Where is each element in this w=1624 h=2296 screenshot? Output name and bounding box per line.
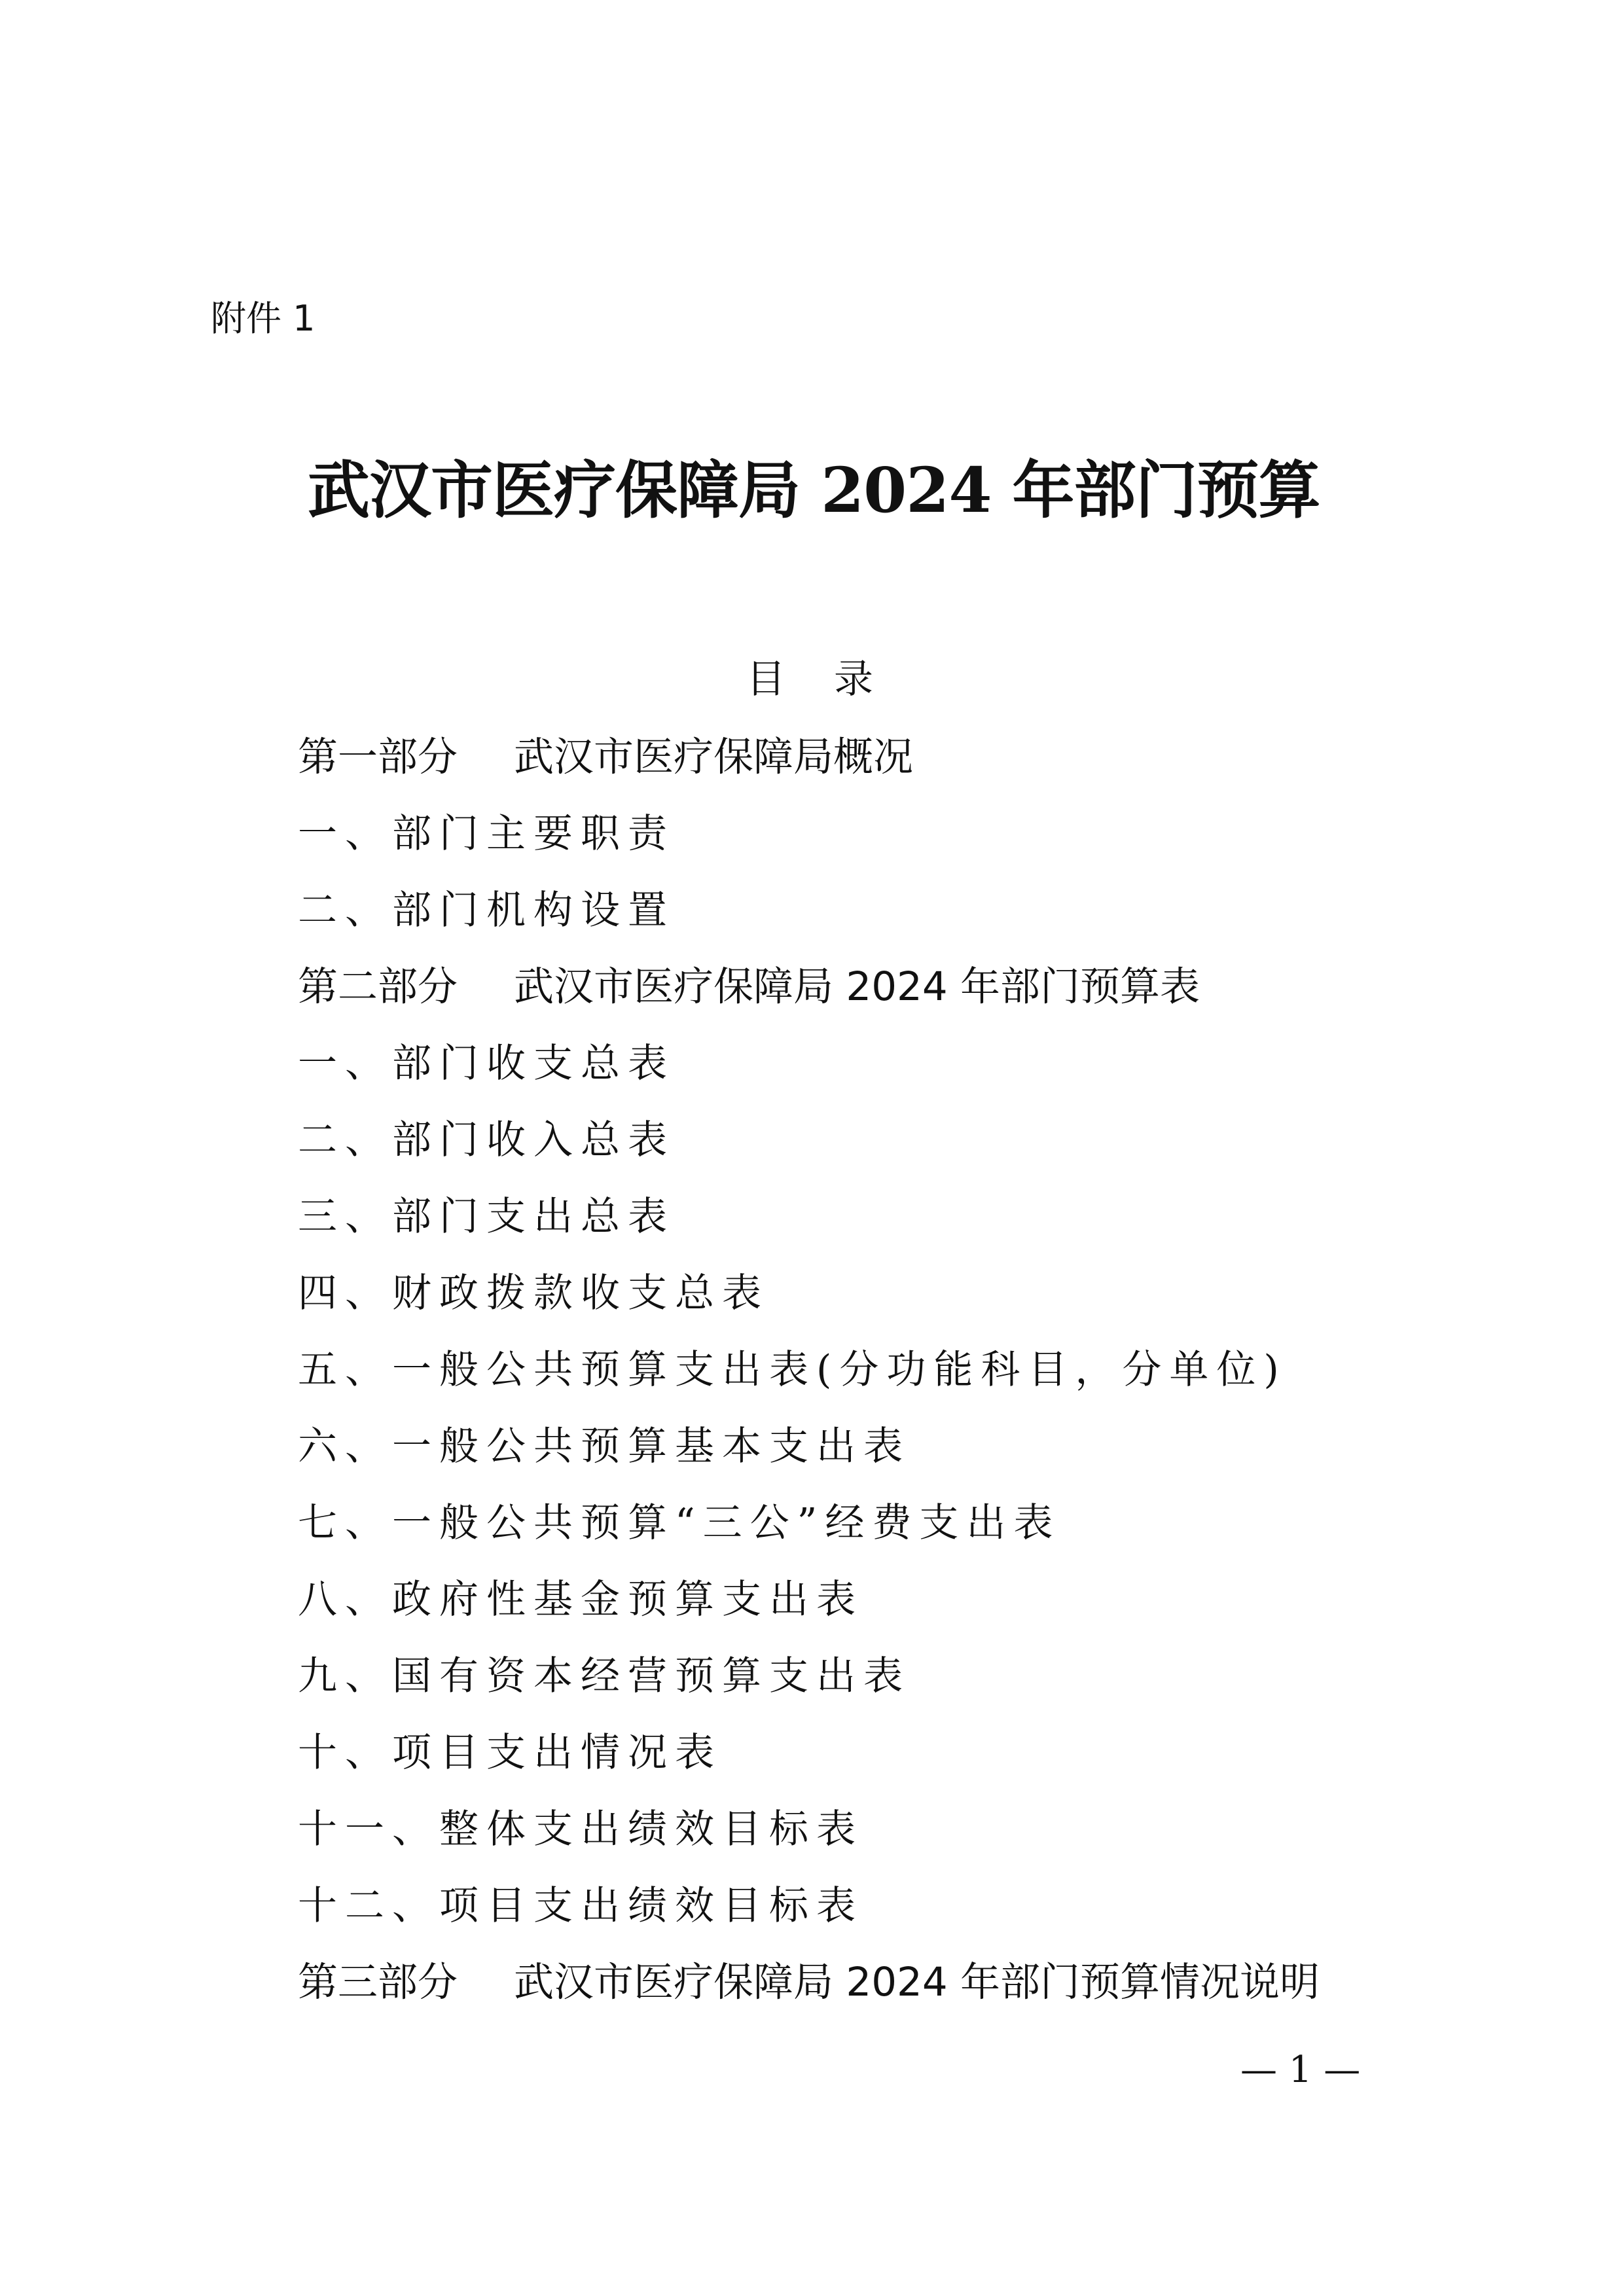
toc-item: 十二、项目支出绩效目标表 — [298, 1883, 863, 1929]
toc-item: 二、部门收入总表 — [298, 1117, 675, 1163]
toc-part-text: 武汉市医疗保障局 2024 年部门预算表 — [514, 963, 1200, 1010]
toc-item: 八、政府性基金预算支出表 — [298, 1577, 863, 1623]
toc-item: 二、部门机构设置 — [298, 888, 675, 933]
toc-part-text: 武汉市医疗保障局概况 — [514, 734, 914, 780]
document-title: 武汉市医疗保障局 2024 年部门预算 — [308, 454, 1320, 527]
toc-item: 三、部门支出总表 — [298, 1194, 675, 1240]
toc-item: 九、国有资本经营预算支出表 — [298, 1653, 911, 1699]
toc-item: 一、部门主要职责 — [298, 811, 675, 857]
toc-part-1 — [298, 731, 1542, 808]
toc-item: 一、部门收支总表 — [298, 1041, 675, 1086]
toc-part-3 — [298, 1956, 1542, 2033]
toc-heading-char-1: 目 — [746, 656, 785, 702]
table-of-contents — [298, 731, 1542, 2033]
toc-heading — [746, 653, 873, 706]
toc-item: 七、一般公共预算“三公”经费支出表 — [298, 1500, 1061, 1546]
toc-item: 十一、整体支出绩效目标表 — [298, 1806, 863, 1852]
toc-heading-char-2: 录 — [834, 656, 873, 702]
toc-part-label: 第二部分 — [298, 963, 458, 1010]
page-number: — 1 — — [1240, 2049, 1361, 2091]
toc-item: 十、项目支出情况表 — [298, 1730, 722, 1776]
toc-item: 六、一般公共预算基本支出表 — [298, 1424, 911, 1469]
toc-part-text: 武汉市医疗保障局 2024 年部门预算情况说明 — [514, 1959, 1320, 2005]
toc-item: 五、一般公共预算支出表(分功能科目，分单位) — [298, 1347, 1287, 1393]
toc-part-label: 第一部分 — [298, 734, 458, 780]
attachment-label: 附件 1 — [211, 298, 316, 339]
toc-item: 四、财政拨款收支总表 — [298, 1270, 769, 1316]
toc-part-label: 第三部分 — [298, 1959, 458, 2005]
toc-part-2 — [298, 961, 1542, 1037]
